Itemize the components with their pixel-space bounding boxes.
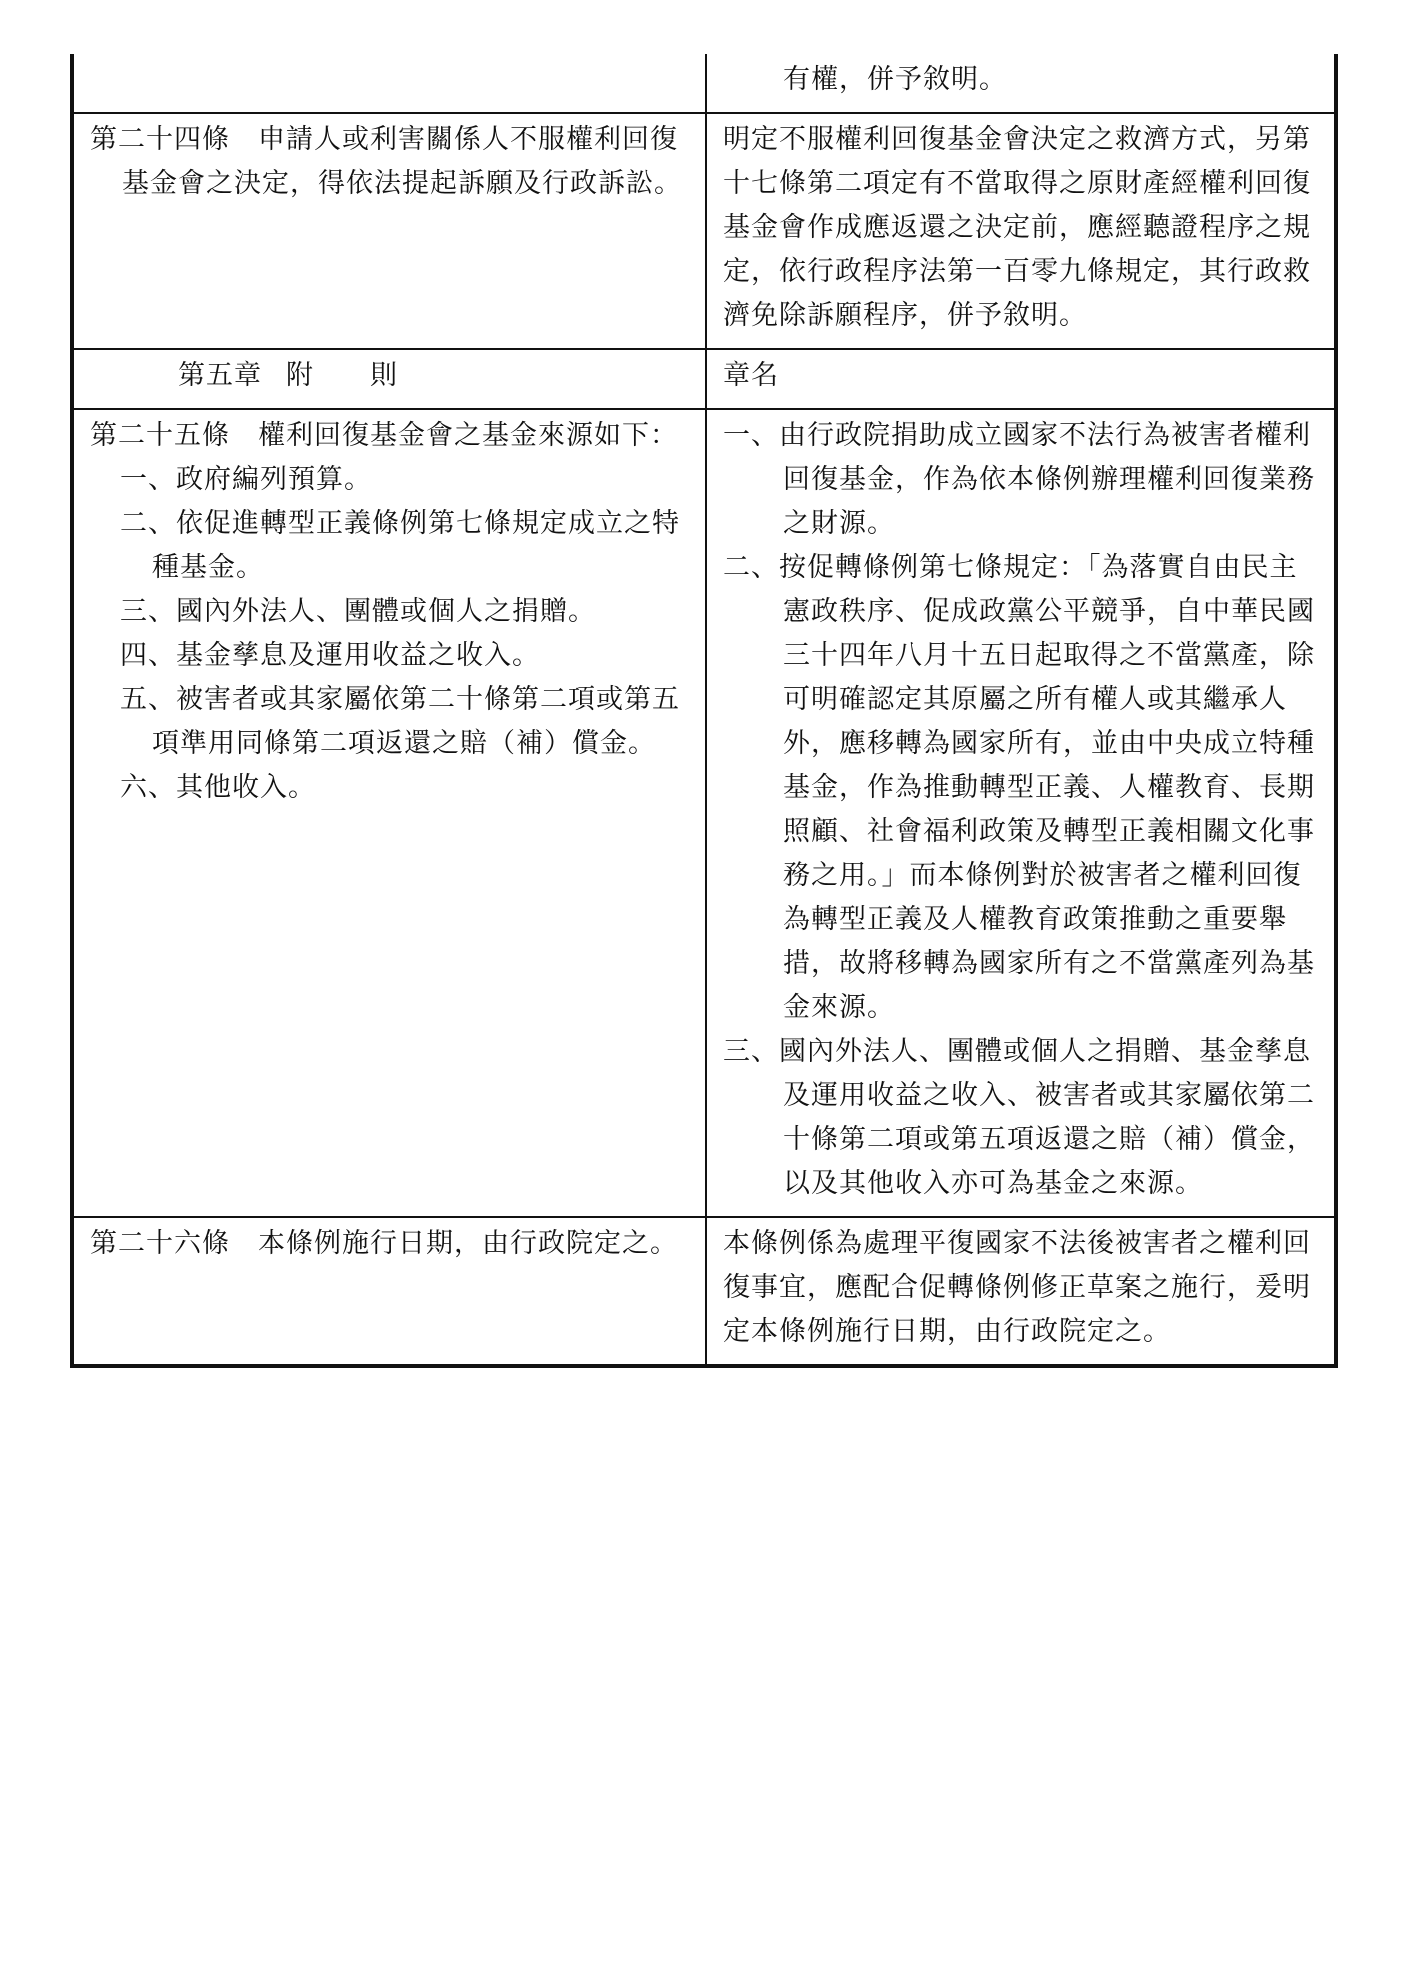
article-number: 第二十四條 xyxy=(90,124,230,155)
article-cell xyxy=(72,1217,706,1366)
explanation-cell xyxy=(706,349,1336,409)
list-item: 三、國內外法人、團體或個人之捐贈、基金孳息及運用收益之收入、被害者或其家屬依第二十條第二項或第五項返還之賠（補）償金，以及其他收入亦可為基金之來源。 xyxy=(723,1036,1315,1199)
law-comparison-table xyxy=(70,54,1338,1368)
list-item: 一、由行政院捐助成立國家不法行為被害者權利回復基金，作為依本條例辦理權利回復業務之財源。 xyxy=(723,420,1315,539)
list-item: 二、按促轉條例第七條規定：「為落實自由民主憲政秩序、促成政黨公平競爭，自中華民國三十四年八月十五日起取得之不當黨產，除可明確認定其原屬之所有權人或其繼承人外，應移轉為國家所有，並由中央成立特種基金，作為推動轉型正義、人權教育、長期照顧、社會福利政策及轉型正義相關文化事務之用。」而本條例對於被害者之權利回復為轉型正義及人權教育政策推動之重要舉措，故將移轉為國家所有之不當黨產列為基金來源。 xyxy=(723,552,1315,1023)
article-body: 權利回復基金會之基金來源如下： xyxy=(258,420,678,451)
table-row xyxy=(72,1217,1336,1366)
explanation-text: 明定不服權利回復基金會決定之救濟方式，另第十七條第二項定有不當取得之原財產經權利回復基金會作成應返還之決定前，應經聽證程序之規定，依行政程序法第一百零九條規定，其行政救濟免除訴願程序，併予敘明。 xyxy=(723,124,1311,331)
table-row xyxy=(72,113,1336,349)
explanation-cell xyxy=(706,1217,1336,1366)
explanation-cell xyxy=(706,54,1336,113)
article-cell xyxy=(72,113,706,349)
article-cell xyxy=(72,409,706,1217)
list-item: 二、依促進轉型正義條例第七條規定成立之特種基金。 xyxy=(120,508,680,583)
chapter-cell xyxy=(72,349,706,409)
article-text xyxy=(90,1222,691,1266)
chapter-heading xyxy=(90,354,691,398)
article-text xyxy=(90,414,691,458)
list-item: 六、其他收入。 xyxy=(120,772,316,803)
list-item: 四、基金孳息及運用收益之收入。 xyxy=(120,640,540,671)
explanation-text: 章名 xyxy=(723,360,779,391)
list-item: 三、國內外法人、團體或個人之捐贈。 xyxy=(120,596,596,627)
table-row xyxy=(72,349,1336,409)
chapter-title-char: 則 xyxy=(370,360,398,391)
explanation-text: 有權，併予敘明。 xyxy=(783,64,1007,95)
table-row xyxy=(72,54,1336,113)
list-item: 一、政府編列預算。 xyxy=(120,464,372,495)
explanation-cell xyxy=(706,409,1336,1217)
table-row xyxy=(72,409,1336,1217)
list-item: 五、被害者或其家屬依第二十條第二項或第五項準用同條第二項返還之賠（補）償金。 xyxy=(120,684,680,759)
explanation-cell xyxy=(706,113,1336,349)
chapter-number: 第五章 xyxy=(178,360,262,391)
article-cell xyxy=(72,54,706,113)
article-number: 第二十六條 xyxy=(90,1228,230,1259)
explanation-text: 本條例係為處理平復國家不法後被害者之權利回復事宜，應配合促轉條例修正草案之施行，爰明定本條例施行日期，由行政院定之。 xyxy=(723,1228,1311,1347)
chapter-title-char: 附 xyxy=(286,360,314,391)
article-text xyxy=(90,118,691,206)
article-body: 申請人或利害關係人不服權利回復基金會之決定，得依法提起訴願及行政訴訟。 xyxy=(122,124,682,199)
article-number: 第二十五條 xyxy=(90,420,230,451)
article-body: 本條例施行日期，由行政院定之。 xyxy=(258,1228,678,1259)
